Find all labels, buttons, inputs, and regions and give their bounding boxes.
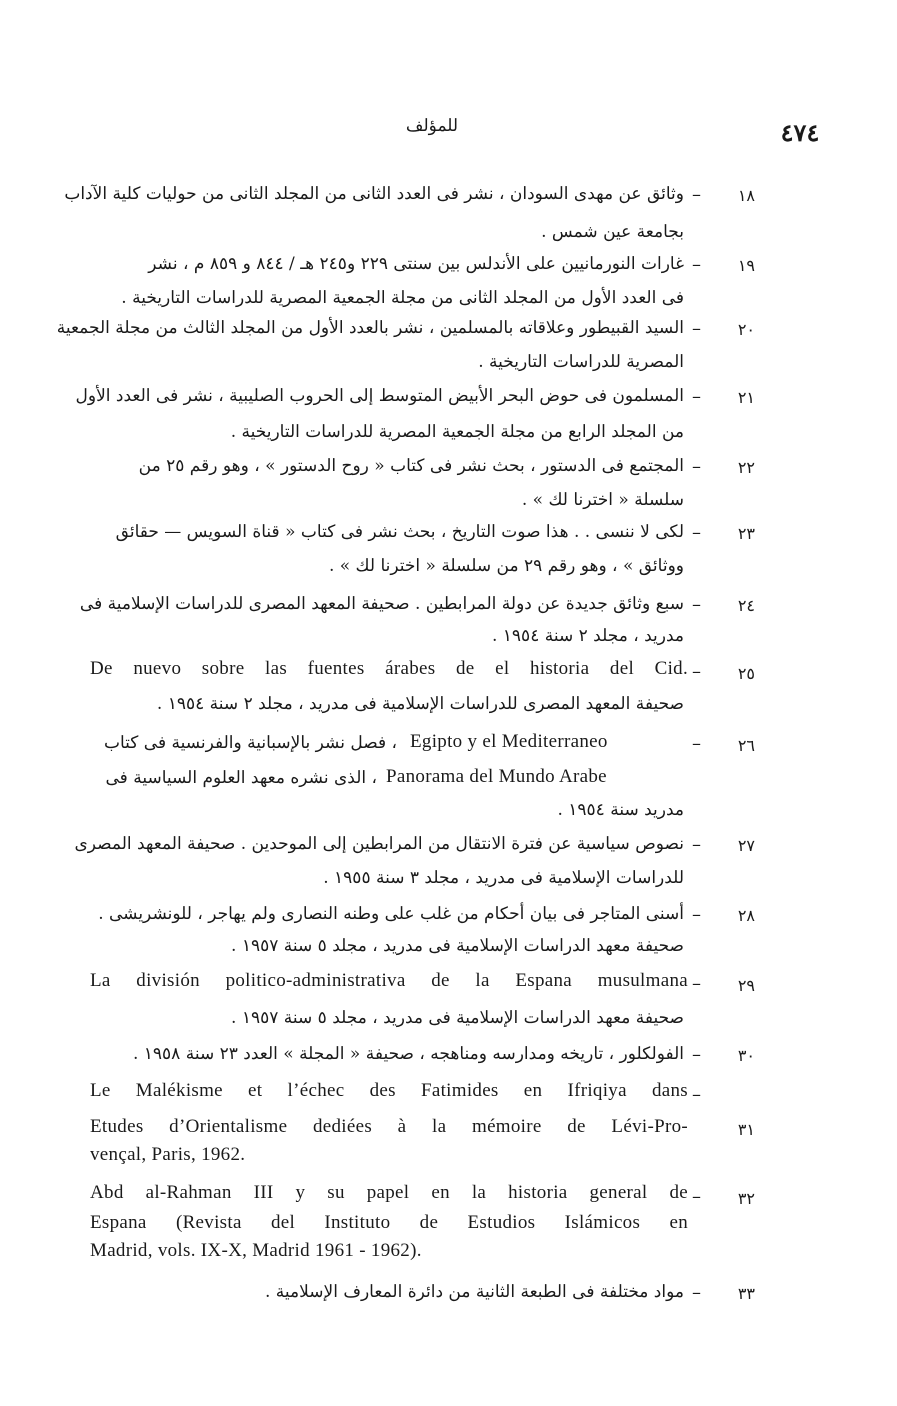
entry-latin-line: vençal, Paris, 1962. bbox=[90, 1144, 246, 1165]
entry-number: ٢٨ bbox=[737, 906, 755, 925]
entry-line: سبع وثائق جديدة عن دولة المرابطين . صحيفة المعهد المصرى للدراسات الإسلامية فى bbox=[79, 594, 684, 614]
entry-line: صحيفة معهد الدراسات الإسلامية فى مدريد ، مجلد ٥ سنة ١٩٥٧ . bbox=[231, 1008, 684, 1028]
entry-number: ٢١ bbox=[737, 388, 755, 407]
entry-number: ٢٥ bbox=[737, 664, 755, 683]
entry-latin-title: Egipto y el Mediterraneo bbox=[410, 731, 608, 752]
entry-line: صحيفة معهد الدراسات الإسلامية فى مدريد ، مجلد ٥ سنة ١٩٥٧ . bbox=[231, 936, 684, 956]
entry-number: ٢٠ bbox=[737, 320, 755, 339]
entry-dash: – bbox=[692, 834, 701, 855]
entry-number: ٢٦ bbox=[737, 736, 755, 755]
entry-line: للدراسات الإسلامية فى مدريد ، مجلد ٣ سنة ١٩٥٥ . bbox=[323, 868, 684, 888]
entry-dash: – bbox=[692, 594, 701, 615]
entry-dash: – bbox=[692, 973, 701, 994]
entry-dash: – bbox=[692, 1084, 701, 1105]
entry-dash: – bbox=[692, 1282, 701, 1303]
entry-number: ٢٣ bbox=[737, 524, 755, 543]
entry-line: من المجلد الرابع من مجلة الجمعية المصرية للدراسات التاريخية . bbox=[230, 422, 684, 442]
entry-dash: – bbox=[692, 1044, 701, 1065]
entry-latin-title: De nuevo sobre las fuentes árabes de el historia del Cid. bbox=[90, 658, 688, 679]
entry-latin-line: Madrid, vols. IX-X, Madrid 1961 - 1962). bbox=[90, 1240, 422, 1261]
entry-dash: – bbox=[692, 661, 701, 682]
entry-number: ٢٩ bbox=[737, 976, 755, 995]
entry-latin-line: Espana (Revista del Instituto de Estudios Islámicos en bbox=[90, 1212, 688, 1233]
entry-number: ١٩ bbox=[737, 256, 755, 275]
entry-line: الفولكلور ، تاريخه ومدارسه ومناهجه ، صحيفة « المجلة » العدد ٢٣ سنة ١٩٥٨ . bbox=[132, 1044, 684, 1064]
entry-dash: – bbox=[692, 386, 701, 407]
entry-line: السيد القبيطور وعلاقاته بالمسلمين ، نشر بالعدد الأول من المجلد الثالث من مجلة الجمعية bbox=[56, 318, 684, 338]
entry-number: ٣٠ bbox=[737, 1046, 755, 1065]
entry-latin-title: Panorama del Mundo Arabe bbox=[386, 766, 607, 787]
entry-line: بجامعة عين شمس . bbox=[541, 222, 684, 242]
entry-line: فى العدد الأول من المجلد الثانى من مجلة الجمعية المصرية للدراسات التاريخية . bbox=[121, 288, 684, 308]
header-author: للمؤلف bbox=[405, 116, 459, 136]
entry-number: ١٨ bbox=[737, 186, 755, 205]
entry-dash: – bbox=[692, 733, 701, 754]
entry-number: ٣٢ bbox=[737, 1189, 755, 1208]
entry-line: نصوص سياسية عن فترة الانتقال من المرابطين إلى الموحدين . صحيفة المعهد المصرى bbox=[74, 834, 684, 854]
entry-number: ٢٧ bbox=[737, 836, 755, 855]
entry-dash: – bbox=[692, 184, 701, 205]
entry-latin-line: Etudes d’Orientalisme dediées à la mémoire de Lévi-Pro- bbox=[90, 1116, 688, 1137]
entry-line: لكى لا ننسى . . هذا صوت التاريخ ، بحث نشر فى كتاب « قناة السويس — حقائق bbox=[115, 522, 684, 542]
entry-line: المصرية للدراسات التاريخية . bbox=[478, 352, 684, 372]
entry-dash: – bbox=[692, 254, 701, 275]
entry-number: ٣٣ bbox=[737, 1284, 755, 1303]
entry-line: المجتمع فى الدستور ، بحث نشر فى كتاب « روح الدستور » ، وهو رقم ٢٥ من bbox=[138, 456, 684, 476]
entry-dash: – bbox=[692, 1186, 701, 1207]
entry-dash: – bbox=[692, 318, 701, 339]
entry-line: ووثائق » ، وهو رقم ٢٩ من سلسلة « اخترنا لك » . bbox=[328, 556, 684, 576]
entry-latin-title: La división politico-administrativa de la Espana musulmana bbox=[90, 970, 688, 991]
entry-line: سلسلة « اخترنا لك » . bbox=[521, 490, 684, 510]
entry-line: المسلمون فى حوض البحر الأبيض المتوسط إلى الحروب الصليبية ، نشر فى العدد الأول bbox=[75, 386, 684, 406]
entry-number: ٢٢ bbox=[737, 458, 755, 477]
entry-line: مدريد سنة ١٩٥٤ . bbox=[557, 800, 684, 820]
entry-line: صحيفة المعهد المصرى للدراسات الإسلامية فى مدريد ، مجلد ٢ سنة ١٩٥٤ . bbox=[156, 694, 684, 714]
entry-dash: – bbox=[692, 522, 701, 543]
entry-line: ، فصل نشر بالإسبانية والفرنسية فى كتاب bbox=[103, 733, 397, 753]
entry-line: غارات النورمانيين على الأندلس بين سنتى ٢٢٩ و٢٤٥ هـ / ٨٤٤ و ٨٥٩ م ، نشر bbox=[148, 254, 684, 274]
entry-number: ٣١ bbox=[737, 1120, 755, 1139]
entry-latin-line: Abd al-Rahman III y su papel en la historia general de bbox=[90, 1182, 688, 1203]
entry-dash: – bbox=[692, 904, 701, 925]
entry-number: ٢٤ bbox=[737, 596, 755, 615]
entry-line: وثائق عن مهدى السودان ، نشر فى العدد الثانى من المجلد الثانى من حوليات كلية الآداب bbox=[64, 184, 684, 204]
entry-dash: – bbox=[692, 456, 701, 477]
entry-line: ، الذى نشره معهد العلوم السياسية فى bbox=[105, 768, 377, 788]
entry-latin-line: Le Malékisme et l’échec des Fatimides en Ifriqiya dans bbox=[90, 1080, 688, 1101]
entry-line: مواد مختلفة فى الطبعة الثانية من دائرة المعارف الإسلامية . bbox=[264, 1282, 684, 1302]
entry-line: مدريد ، مجلد ٢ سنة ١٩٥٤ . bbox=[491, 626, 684, 646]
entry-line: أسنى المتاجر فى بيان أحكام من غلب على وطنه النصارى ولم يهاجر ، للونشريشى . bbox=[98, 904, 684, 924]
page-number: ٤٧٤ bbox=[780, 118, 820, 147]
